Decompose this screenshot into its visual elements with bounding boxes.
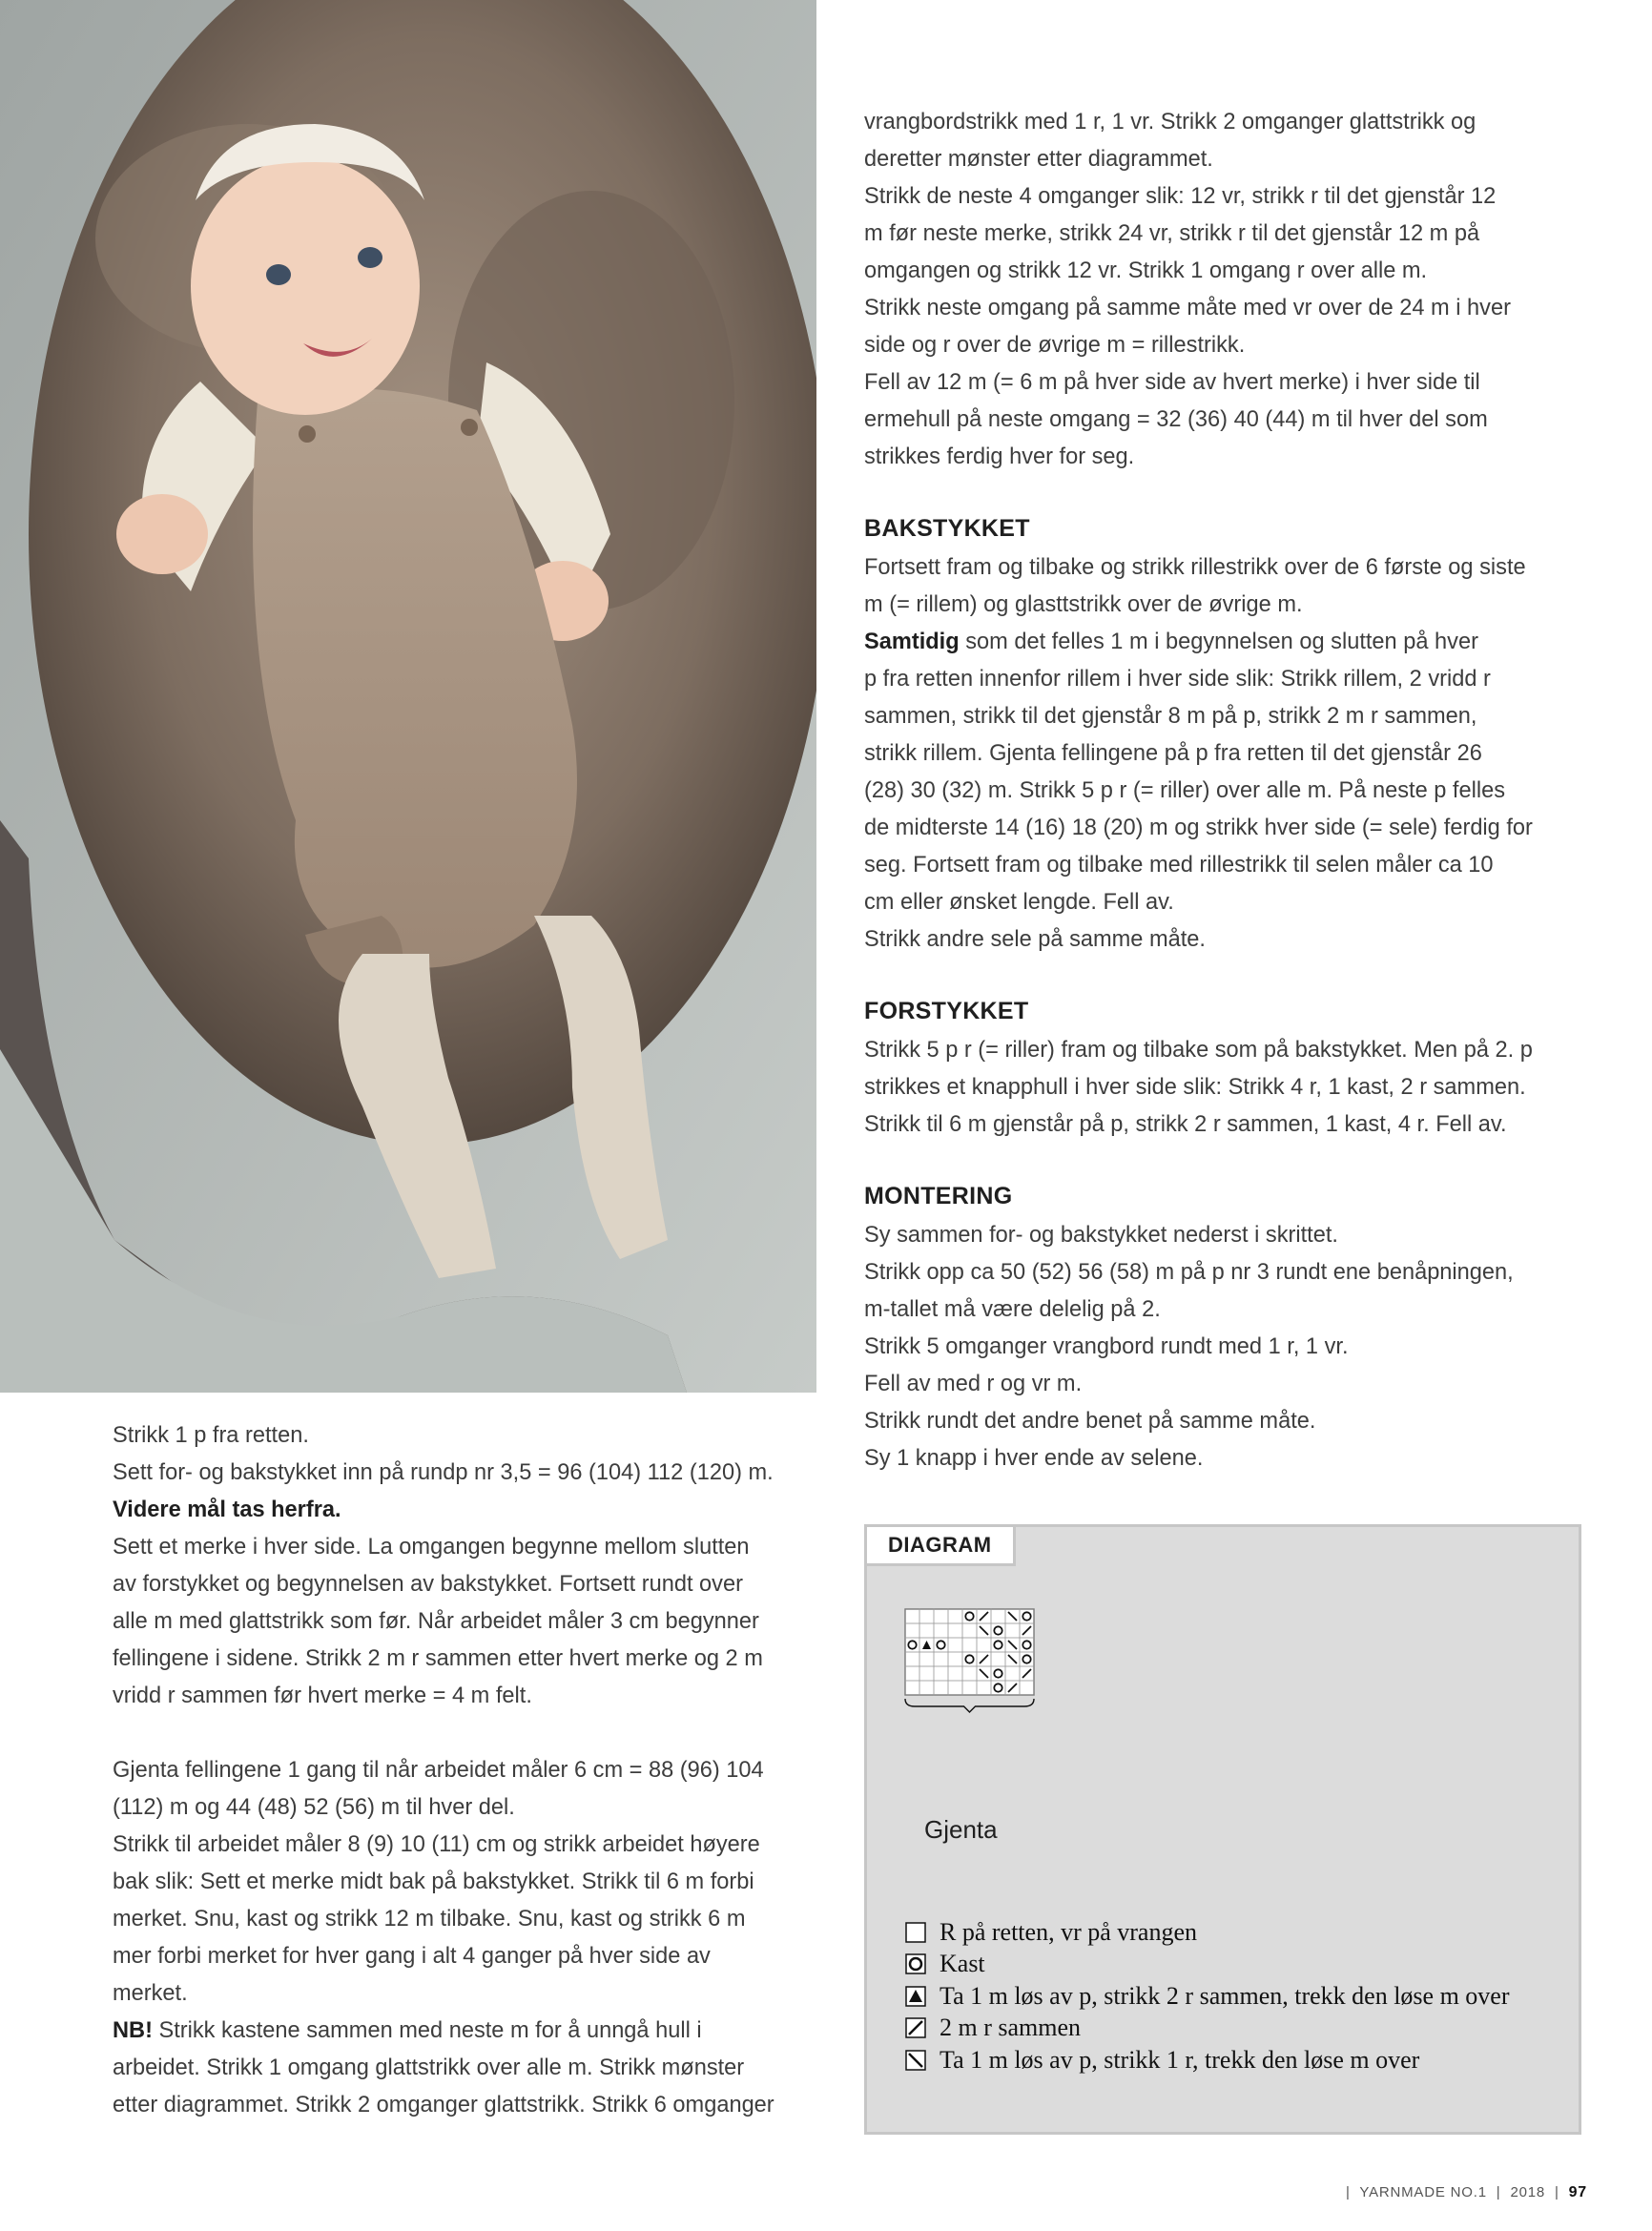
legend-item [905, 1949, 1510, 1981]
text-line: Sett for- og bakstykket inn på rundp nr 3,5 = 96 (104) 112 (120) m. [113, 1460, 774, 1485]
text-line: cm eller ønsket lengde. Fell av. [864, 890, 1174, 915]
text-line: vridd r sammen før hvert merke = 4 m felt. [113, 1684, 532, 1708]
text-line [113, 2013, 847, 2050]
blank-square-icon [905, 1922, 926, 1943]
repeat-bracket [905, 1699, 1034, 1712]
text-line: Strikk 1 p fra retten. [113, 1423, 309, 1448]
legend-text: Ta 1 m løs av p, strikk 1 r, trekk den løse m over [940, 2045, 1420, 2074]
text-line: Strikk neste omgang på samme måte med vr over de 24 m i hver [864, 296, 1511, 320]
page-number: 97 [1568, 2184, 1587, 2200]
text-line: ermehull på neste omgang = 32 (36) 40 (44) m til hver del som [864, 407, 1488, 432]
legend-text: Kast [940, 1950, 985, 1978]
text-line: Strikk til 6 m gjenstår på p, strikk 2 r sammen, 1 kast, 4 r. Fell av. [864, 1112, 1507, 1137]
baby-photo-illustration [0, 0, 816, 1393]
legend-item [905, 2044, 1510, 2076]
text-line: Gjenta fellingene 1 gang til når arbeidet måler 6 cm = 88 (96) 104 [113, 1758, 764, 1783]
separator: | [1486, 2184, 1511, 2200]
legend-text: 2 m r sammen [940, 2014, 1082, 2042]
text-line: de midterste 14 (16) 18 (20) m og strikk hver side (= sele) ferdig for [864, 816, 1533, 840]
text-line [113, 1492, 847, 1529]
legend-text: Ta 1 m løs av p, strikk 2 r sammen, trekk den løse m over [940, 1981, 1510, 2010]
text-line: Strikk til arbeidet måler 8 (9) 10 (11) cm og strikk arbeidet høyere [113, 1832, 760, 1857]
legend-item [905, 2013, 1510, 2045]
text-line: sammen, strikk til det gjenstår 8 m på p, strikk 2 m r sammen, [864, 704, 1477, 729]
text-line: Strikk 5 omganger vrangbord rundt med 1 r, 1 vr. [864, 1334, 1349, 1359]
separator: | [1346, 2184, 1360, 2200]
slash-icon [905, 2017, 926, 2038]
text-line: alle m med glattstrikk som før. Når arbeidet måler 3 cm begynner [113, 1609, 759, 1634]
text-line: bak slik: Sett et merke midt bak på bakstykket. Strikk til 6 m forbi [113, 1869, 754, 1894]
separator: | [1545, 2184, 1569, 2200]
text-line: strikkes et knapphull i hver side slik: Strikk 4 r, 1 kast, 2 r sammen. [864, 1075, 1526, 1100]
section-heading-forstykket: FORSTYKKET [864, 998, 1029, 1024]
text-line: deretter mønster etter diagrammet. [864, 147, 1213, 172]
text-line: merket. [113, 1981, 188, 2006]
text-span: Strikk kastene sammen med neste m for å unngå hull i [152, 2018, 702, 2043]
nb-label: NB! [113, 2018, 153, 2043]
baby-photo [0, 0, 816, 1393]
repeat-label: Gjenta [924, 1815, 998, 1844]
year: 2018 [1510, 2184, 1546, 2200]
triangle-icon [905, 1986, 926, 2007]
legend-item [905, 1916, 1510, 1949]
diagram-legend [905, 1916, 1510, 2076]
section-heading-bakstykket: BAKSTYKKET [864, 515, 1030, 542]
backslash-icon [905, 2050, 926, 2071]
right-column [864, 104, 1599, 1477]
text-line: Sy 1 knapp i hver ende av selene. [864, 1446, 1204, 1471]
knitting-chart [903, 1607, 1037, 1808]
text-line: m før neste merke, strikk 24 vr, strikk r til det gjenstår 12 m på [864, 221, 1480, 246]
legend-text: R på retten, vr på vrangen [940, 1917, 1198, 1946]
page-footer [1346, 2184, 1587, 2201]
text-line [864, 624, 1599, 661]
text-line: mer forbi merket for hver gang i alt 4 ganger på hver side av [113, 1944, 711, 1969]
text-line: Fell av med r og vr m. [864, 1372, 1083, 1396]
text-line: Sett et merke i hver side. La omgangen begynne mellom slutten [113, 1535, 750, 1560]
text-line: m-tallet må være delelig på 2. [864, 1297, 1161, 1322]
text-line: omgangen og strikk 12 vr. Strikk 1 omgang r over alle m. [864, 258, 1428, 283]
left-column [113, 1417, 847, 2124]
text-line: strikkes ferdig hver for seg. [864, 444, 1135, 469]
diagram-tab-label: DIAGRAM [867, 1527, 1016, 1566]
text-line: seg. Fortsett fram og tilbake med rillestrikk til selen måler ca 10 [864, 853, 1494, 878]
text-line: p fra retten innenfor rillem i hver side slik: Strikk rillem, 2 vridd r [864, 667, 1491, 692]
diagram-box [864, 1524, 1581, 2135]
text-line: av forstykket og begynnelsen av bakstykket. Fortsett rundt over [113, 1572, 743, 1597]
text-line: Strikk opp ca 50 (52) 56 (58) m på p nr 3 rundt ene benåpningen, [864, 1260, 1514, 1285]
text-line: etter diagrammet. Strikk 2 omganger glattstrikk. Strikk 6 omganger [113, 2093, 774, 2117]
text-line: m (= rillem) og glasttstrikk over de øvrige m. [864, 592, 1303, 617]
bold-line: Videre mål tas herfra. [113, 1498, 341, 1522]
text-line: arbeidet. Strikk 1 omgang glattstrikk over alle m. Strikk mønster [113, 2055, 745, 2080]
section-heading-montering: MONTERING [864, 1183, 1013, 1209]
text-line: vrangbordstrikk med 1 r, 1 vr. Strikk 2 omganger glattstrikk og [864, 110, 1476, 134]
magazine-name: YARNMADE NO.1 [1359, 2184, 1487, 2200]
text-line: Strikk de neste 4 omganger slik: 12 vr, strikk r til det gjenstår 12 [864, 184, 1497, 209]
yarn-over-icon [905, 1953, 926, 1974]
bold-term: Samtidig [864, 630, 960, 654]
text-line: side og r over de øvrige m = rillestrikk. [864, 333, 1246, 358]
text-span: som det felles 1 m i begynnelsen og slutten på hver [959, 630, 1478, 654]
text-line: fellingene i sidene. Strikk 2 m r sammen etter hvert merke og 2 m [113, 1646, 763, 1671]
text-line: Strikk 5 p r (= riller) fram og tilbake som på bakstykket. Men på 2. p [864, 1038, 1533, 1063]
text-line: strikk rillem. Gjenta fellingene på p fra retten til det gjenstår 26 [864, 741, 1482, 766]
text-line: merket. Snu, kast og strikk 12 m tilbake. Snu, kast og strikk 6 m [113, 1907, 746, 1931]
legend-item [905, 1980, 1510, 2013]
text-line: Sy sammen for- og bakstykket nederst i skrittet. [864, 1223, 1338, 1248]
text-line: Strikk rundt det andre benet på samme måte. [864, 1409, 1316, 1434]
text-line: Strikk andre sele på samme måte. [864, 927, 1206, 952]
text-line: Fell av 12 m (= 6 m på hver side av hvert merke) i hver side til [864, 370, 1480, 395]
text-line: (28) 30 (32) m. Strikk 5 p r (= riller) over alle m. På neste p felles [864, 778, 1505, 803]
text-line: (112) m og 44 (48) 52 (56) m til hver del. [113, 1795, 515, 1820]
text-line: Fortsett fram og tilbake og strikk rillestrikk over de 6 første og siste [864, 555, 1526, 580]
paragraph-gap [113, 1715, 847, 1752]
